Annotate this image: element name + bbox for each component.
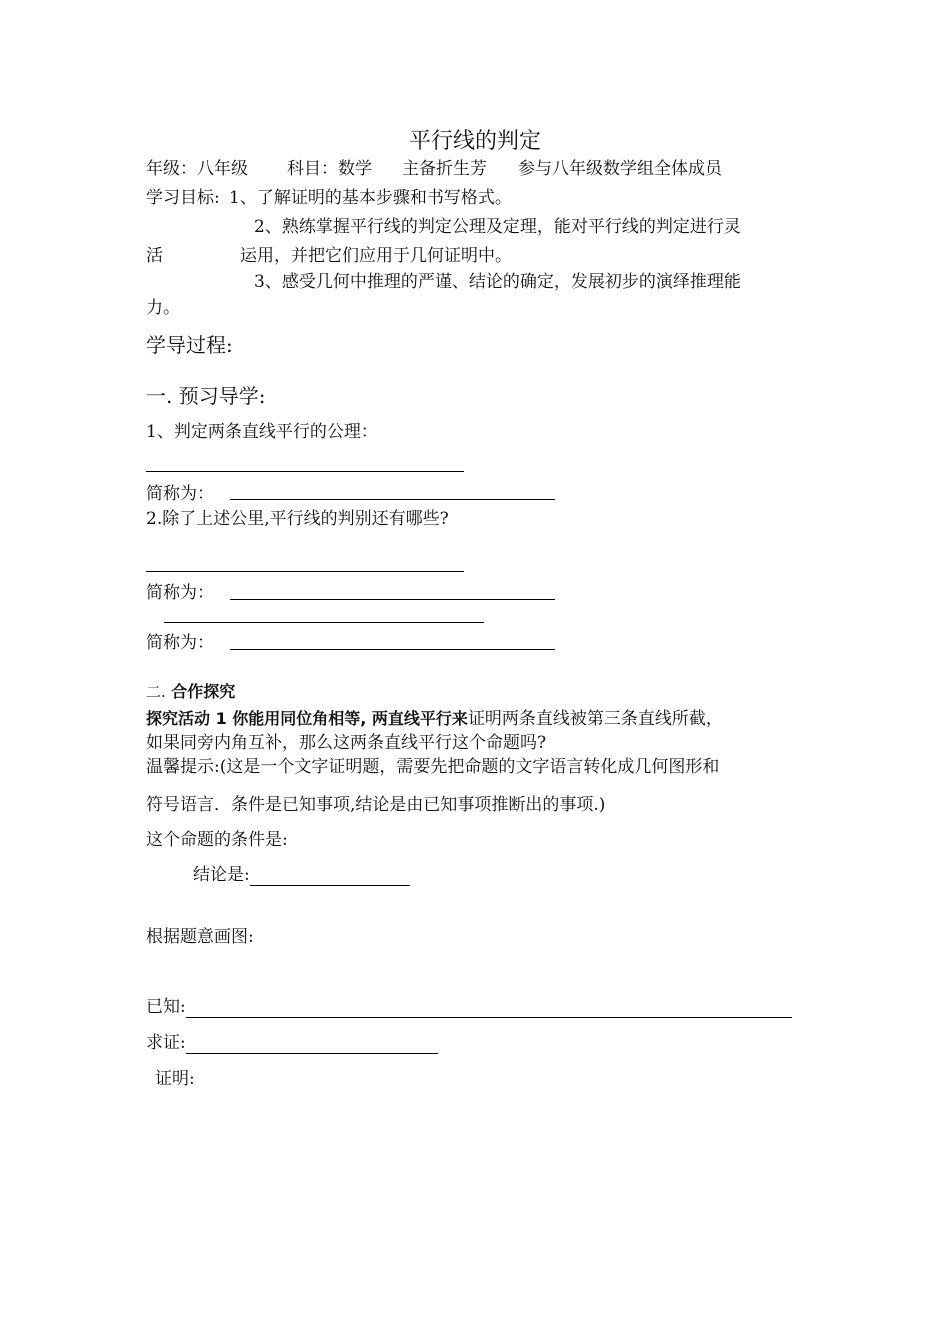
section-2-number: 二. (146, 683, 166, 701)
goal-3: 3、感受几何中推理的严谨、结论的确定，发展初步的演绎推理能 (254, 272, 741, 292)
condition-label: 这个命题的条件是: (146, 830, 288, 850)
prove-row (146, 1032, 438, 1054)
proof-label: 证明: (155, 1069, 195, 1089)
activity-1-line-1 (146, 708, 723, 730)
abbrev-blank-3[interactable] (230, 649, 555, 650)
abbrev-label-2: 简称为： (146, 583, 214, 603)
given-blank[interactable] (186, 999, 792, 1018)
page-title: 平行线的判定 (408, 129, 541, 154)
hint-line-1: 温馨提示:(这是一个文字证明题，需要先把命题的文字语言转化成几何图形和 (146, 757, 720, 777)
conclusion-row (193, 864, 410, 886)
given-row (146, 996, 792, 1018)
lead-teacher-label: 主备折生芳 (402, 159, 487, 179)
subject-label: 科目：数学 (287, 159, 372, 179)
process-heading: 学导过程: (146, 333, 233, 357)
abbrev-blank-1[interactable] (230, 499, 555, 500)
goal-2: 2、熟练掌握平行线的判定公理及定理，能对平行线的判定进行灵 (254, 217, 741, 237)
abbrev-blank-2[interactable] (230, 599, 555, 600)
answer-blank-3[interactable] (164, 622, 484, 623)
section-1-heading: 一. 预习导学: (146, 384, 266, 408)
answer-blank-1[interactable] (146, 471, 464, 472)
goal-2-continued-a: 活 (146, 246, 163, 266)
draw-figure-label: 根据题意画图: (146, 927, 254, 947)
activity-1-text: 证明两条直线被第三条直线所截， (467, 709, 723, 729)
answer-blank-2[interactable] (146, 571, 464, 572)
question-2: 2.除了上述公里,平行线的判别还有哪些? (146, 509, 449, 529)
activity-1-bold-text: 探究活动 1 你能用同位角相等, 两直线平行来 (146, 709, 468, 728)
prove-label: 求证: (146, 1033, 186, 1053)
section-2-heading (146, 681, 235, 703)
conclusion-label: 结论是: (193, 865, 250, 885)
abbrev-label-1: 简称为： (146, 484, 214, 504)
conclusion-blank[interactable] (250, 867, 410, 886)
prove-blank[interactable] (186, 1035, 438, 1054)
participants-label: 参与八年级数学组全体成员 (518, 159, 722, 179)
question-1: 1、判定两条直线平行的公理： (146, 422, 378, 442)
activity-1-line-2: 如果同旁内角互补，那么这两条直线平行这个命题吗? (146, 733, 547, 753)
goals-label: 学习目标: (146, 188, 220, 208)
given-label: 已知: (146, 997, 186, 1017)
goal-3-continued: 力。 (146, 298, 180, 318)
goal-1: 1、了解证明的基本步骤和书写格式。 (229, 188, 512, 208)
grade-label: 年级：八年级 (146, 159, 248, 179)
section-2-title: 合作探究 (171, 682, 236, 701)
abbrev-label-3: 简称为： (146, 633, 214, 653)
hint-line-2: 符号语言．条件是已知事项,结论是由已知事项推断出的事项.) (146, 795, 606, 815)
goal-2-continued-b: 运用，并把它们应用于几何证明中。 (240, 246, 512, 266)
